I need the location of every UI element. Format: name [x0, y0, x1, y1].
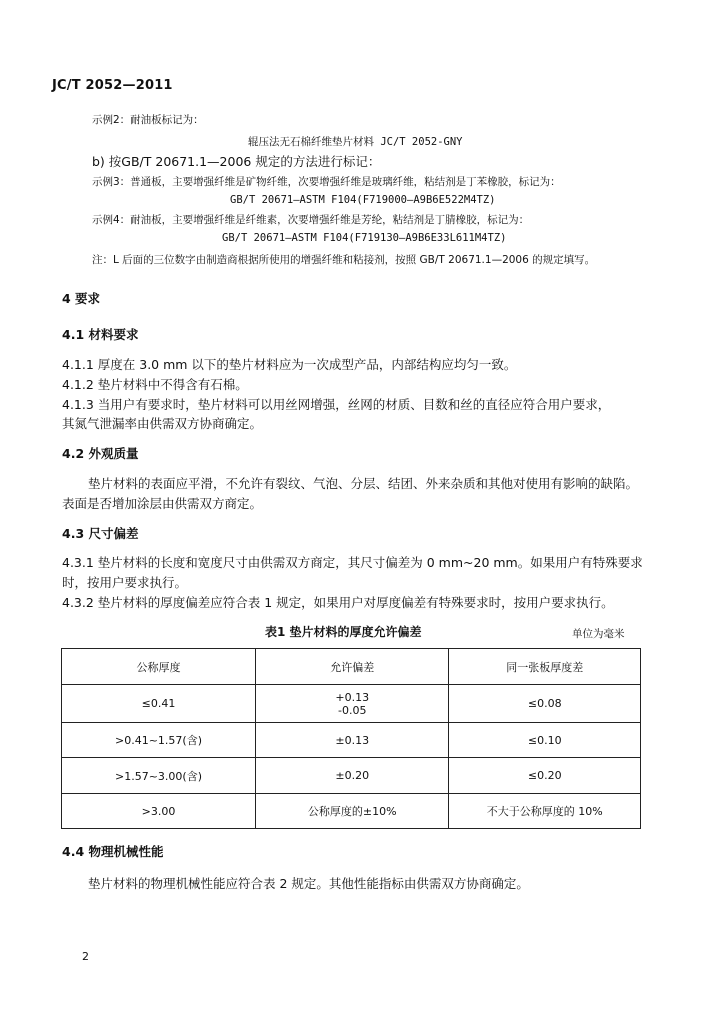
table-cell: 公称厚度的±10%	[255, 794, 448, 829]
example-3-mark: GB/T 20671—ASTM F104(F719000—A9B6E522M4TZ)	[230, 194, 496, 206]
section-4-title: 4 要求	[62, 291, 101, 306]
clause-4-1-3-line1: 4.1.3 当用户有要求时，垫片材料可以用丝网增强，丝网的材质、目数和丝的直径应符合用户要求，	[62, 397, 611, 412]
table-1-caption: 表1 垫片材料的厚度允许偏差	[265, 625, 422, 639]
table-row	[62, 794, 641, 829]
item-b: b) 按GB/T 20671.1—2006 规定的方法进行标记：	[92, 154, 381, 169]
table-cell: >0.41~1.57(含)	[62, 723, 256, 758]
lower-deviation: -0.05	[337, 703, 367, 717]
section-4-4-title: 4.4 物理机械性能	[62, 844, 164, 859]
example-2-mark: 辊压法无石棉纤维垫片材料 JC/T 2052-GNY	[248, 136, 463, 148]
section-4-2-title: 4.2 外观质量	[62, 446, 139, 461]
table-row	[62, 723, 641, 758]
table-header-cell: 公称厚度	[62, 649, 256, 685]
standard-number-header: JC/T 2052—2011	[52, 78, 173, 93]
table-cell: ≤0.10	[449, 723, 641, 758]
page-number: 2	[82, 950, 89, 963]
clause-4-3-1-line2: 时，按用户要求执行。	[62, 575, 188, 590]
table-cell: ≤0.41	[62, 685, 256, 723]
table-cell: >1.57~3.00(含)	[62, 758, 256, 794]
table-1	[61, 648, 641, 829]
clause-4-1-1: 4.1.1 厚度在 3.0 mm 以下的垫片材料应为一次成型产品，内部结构应均匀一致。	[62, 357, 517, 372]
clause-4-2-line1: 垫片材料的表面应平滑，不允许有裂纹、气泡、分层、结团、外来杂质和其他对使用有影响的缺陷。	[88, 476, 639, 491]
note: 注：L 后面的三位数字由制造商根据所使用的增强纤维和粘接剂，按照 GB/T 20671.1—2006 的规定填写。	[92, 254, 596, 266]
clause-4-1-2: 4.1.2 垫片材料中不得含有石棉。	[62, 377, 248, 392]
table-cell: 不大于公称厚度的 10%	[449, 794, 641, 829]
table-row	[62, 685, 641, 723]
example-4-label: 示例4：耐油板，主要增强纤维是纤维素，次要增强纤维是芳纶，粘结剂是丁腈橡胶，标记为：	[92, 214, 530, 226]
clause-4-2-line2: 表面是否增加涂层由供需双方商定。	[62, 496, 263, 511]
table-header-row	[62, 649, 641, 685]
table-cell: ≤0.20	[449, 758, 641, 794]
example-3-label: 示例3：普通板，主要增强纤维是矿物纤维，次要增强纤维是玻璃纤维，粘结剂是丁苯橡胶，标记为：	[92, 176, 561, 188]
table-row	[62, 758, 641, 794]
table-1-unit: 单位为毫米	[572, 628, 625, 640]
example-2-label: 示例2：耐油板标记为：	[92, 114, 204, 126]
example-4-mark: GB/T 20671—ASTM F104(F719130—A9B6E33L611M4TZ)	[222, 232, 507, 244]
table-cell: ≤0.08	[449, 685, 641, 723]
section-4-3-title: 4.3 尺寸偏差	[62, 526, 139, 541]
table-header-cell: 允许偏差	[255, 649, 448, 685]
upper-deviation: +0.13	[335, 690, 370, 704]
table-header-cell: 同一张板厚度差	[449, 649, 641, 685]
section-4-1-title: 4.1 材料要求	[62, 327, 139, 342]
clause-4-3-2: 4.3.2 垫片材料的厚度偏差应符合表 1 规定，如果用户对厚度偏差有特殊要求时，按用户要求执行。	[62, 595, 614, 610]
table-cell: >3.00	[62, 794, 256, 829]
clause-4-1-3-line2: 其氮气泄漏率由供需双方协商确定。	[62, 416, 263, 431]
clause-4-4-line1: 垫片材料的物理机械性能应符合表 2 规定。其他性能指标由供需双方协商确定。	[88, 876, 529, 891]
table-cell: ±0.20	[255, 758, 448, 794]
table-cell: ±0.13	[255, 723, 448, 758]
table-cell	[255, 685, 448, 723]
clause-4-3-1-line1: 4.3.1 垫片材料的长度和宽度尺寸由供需双方商定，其尺寸偏差为 0 mm~20 mm。如果用户有特殊要求	[62, 555, 643, 570]
